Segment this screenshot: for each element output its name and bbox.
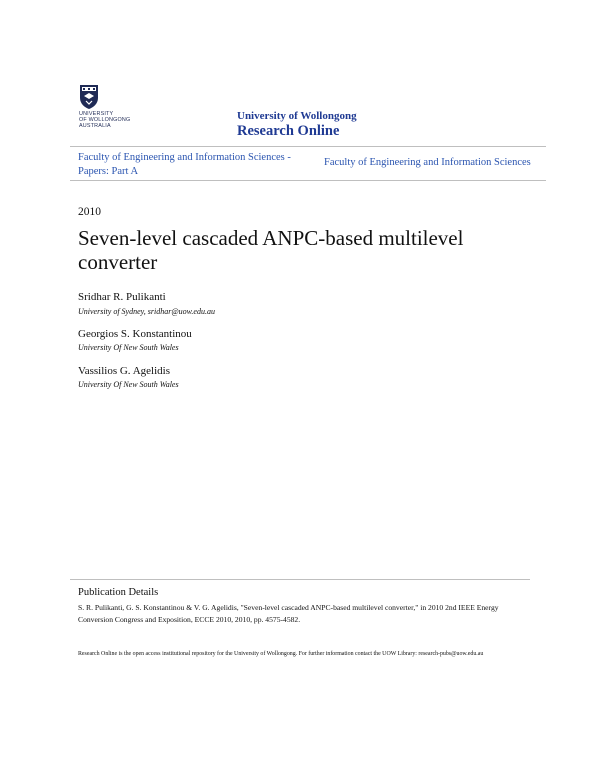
logo-text-line: AUSTRALIA: [79, 123, 111, 129]
divider: [70, 579, 530, 580]
logo-text: [79, 111, 130, 129]
repository-footer: Research Online is the open access institutional repository for the University of Wollongong. For further information contact the UOW Library: research-pubs@uow.edu.au: [78, 651, 484, 657]
publication-details-heading: Publication Details: [78, 587, 159, 598]
divider: [70, 146, 546, 147]
author-name: Sridhar R. Pulikanti: [78, 291, 166, 303]
research-online-link[interactable]: Research Online: [237, 123, 340, 139]
author-affiliation: University Of New South Wales: [78, 343, 179, 352]
faculty-papers-link[interactable]: Faculty of Engineering and Information Sciences - Papers: Part A: [78, 152, 291, 177]
faculty-link[interactable]: Faculty of Engineering and Information Sciences: [324, 157, 531, 168]
author-affiliation: University of Sydney, sridhar@uow.edu.au: [78, 307, 215, 316]
university-crest-icon: [79, 84, 99, 110]
author-name: Georgios S. Konstantinou: [78, 328, 192, 340]
logo-text-line: OF WOLLONGONG: [79, 117, 131, 123]
divider: [70, 180, 546, 181]
author-name: Vassilios G. Agelidis: [78, 365, 170, 377]
paper-title: Seven-level cascaded ANPC-based multilevel converter: [78, 226, 464, 274]
publication-year: 2010: [78, 206, 101, 218]
university-link[interactable]: University of Wollongong: [237, 110, 357, 122]
author-affiliation: University Of New South Wales: [78, 380, 179, 389]
publication-details-text: S. R. Pulikanti, G. S. Konstantinou & V. G. Agelidis, "Seven-level cascaded ANPC-based multilevel converter," in 2010 2nd IEEE Energy Conversion Congress and Exposition, ECCE 2010, 2010, pp. 4575-4582.: [78, 603, 499, 624]
university-logo: [79, 84, 145, 134]
logo-text-line: UNIVERSITY: [79, 111, 114, 117]
